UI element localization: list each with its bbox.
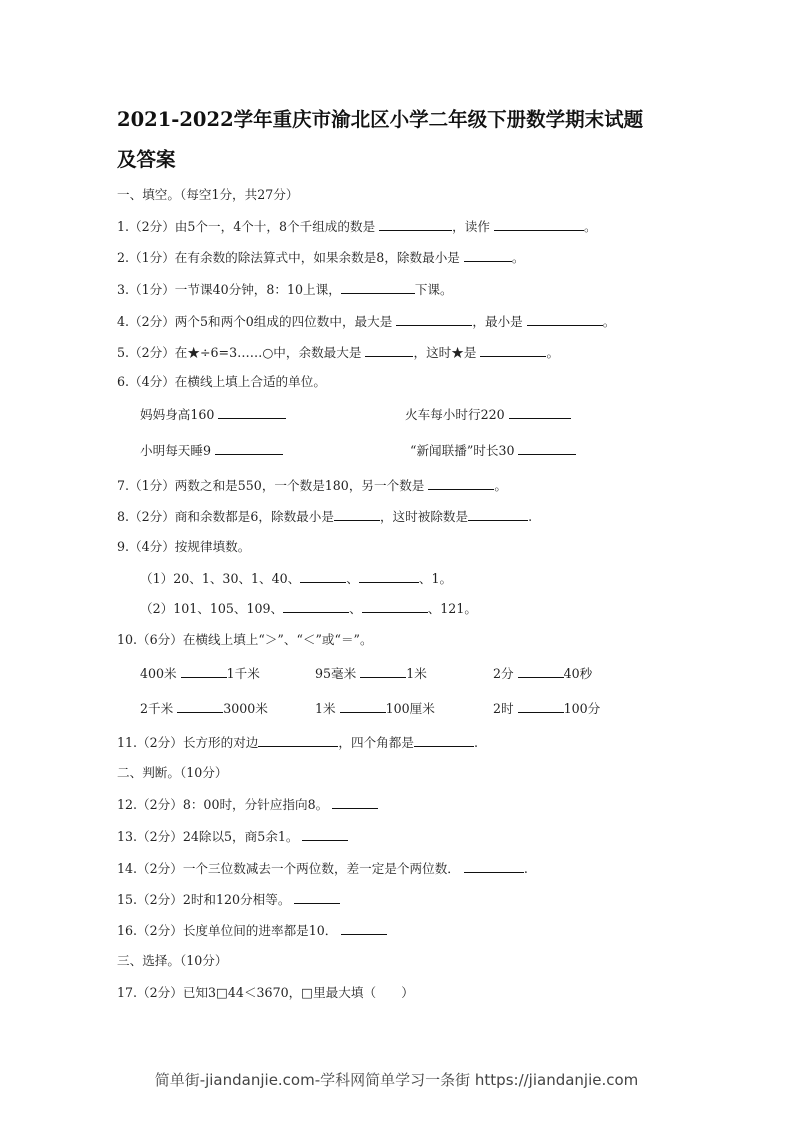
question-text: ，读作	[452, 219, 494, 234]
question-q3	[117, 280, 453, 299]
question-text: 。	[511, 250, 525, 265]
question-sec3	[117, 952, 227, 970]
question-q10a	[140, 664, 260, 683]
question-text: 40秒	[563, 666, 593, 681]
question-text: ，四个角都是	[338, 735, 414, 750]
answer-blank[interactable]	[509, 405, 571, 419]
question-text: 4.（2分）两个5和两个0组成的四位数中，最大是	[117, 314, 397, 329]
question-q11	[117, 733, 478, 752]
question-text: 100分	[563, 701, 601, 716]
question-text: 14.（2分）一个三位数减去一个两位数，差一定是个两位数．	[117, 861, 464, 876]
answer-blank[interactable]	[494, 217, 584, 231]
answer-blank[interactable]	[359, 569, 419, 583]
answer-blank[interactable]	[518, 664, 564, 678]
answer-blank[interactable]	[518, 441, 576, 455]
answer-blank[interactable]	[341, 280, 415, 294]
question-text: 17.（2分）已知3□44＜3670，□里最大填（ ）	[117, 985, 414, 1000]
question-q9a	[140, 569, 452, 588]
answer-blank[interactable]	[414, 733, 474, 747]
answer-blank[interactable]	[181, 664, 227, 678]
answer-blank[interactable]	[294, 890, 340, 904]
question-q10e	[315, 699, 435, 718]
question-text: 2时	[493, 701, 518, 716]
answer-blank[interactable]	[464, 248, 512, 262]
question-text: 、1。	[418, 571, 453, 586]
question-text: 13.（2分）24除以5，商5余1。	[117, 829, 303, 844]
question-q10	[117, 631, 373, 649]
answer-blank[interactable]	[518, 699, 564, 713]
question-text: 12.（2分）8：00时，分针应指向8。	[117, 797, 333, 812]
question-q8	[117, 507, 532, 526]
question-text: 8.（2分）商和余数都是6，除数最小是	[117, 509, 334, 524]
question-sec1	[117, 186, 298, 204]
answer-blank[interactable]	[215, 441, 283, 455]
question-q7	[117, 476, 507, 495]
question-text: 10.（6分）在横线上填上“＞”、“＜”或“＝”。	[117, 632, 373, 647]
question-text: 。	[546, 345, 560, 360]
question-text: ，最小是	[472, 314, 527, 329]
question-text: 11.（2分）长方形的对边	[117, 735, 259, 750]
question-text: 、	[346, 571, 359, 586]
question-q15	[117, 890, 340, 909]
question-q4	[117, 312, 615, 331]
question-text: .	[523, 861, 528, 876]
question-text: 三、选择。（10分）	[117, 953, 228, 968]
question-q17	[117, 984, 414, 1002]
answer-blank[interactable]	[302, 827, 348, 841]
question-text: 、	[349, 601, 362, 616]
question-text: （1）20、1、30、1、40、	[140, 571, 301, 586]
question-q6a	[140, 405, 286, 424]
question-text: 二、判断。（10分）	[117, 765, 228, 780]
answer-blank[interactable]	[468, 507, 528, 521]
question-q12	[117, 795, 378, 814]
question-text: 7.（1分）两数之和是550，一个数是180，另一个数是	[117, 478, 429, 493]
answer-blank[interactable]	[300, 569, 346, 583]
answer-blank[interactable]	[379, 217, 452, 231]
document-title-line-2: 及答案	[117, 148, 176, 171]
question-text: 。	[494, 478, 507, 493]
question-q16	[117, 921, 387, 940]
question-text: 400米	[140, 666, 181, 681]
question-text: 100厘米	[385, 701, 435, 716]
question-q13	[117, 827, 348, 846]
question-q10c	[493, 664, 592, 683]
question-q9	[117, 538, 250, 556]
question-q9b	[140, 599, 477, 618]
question-text: 2分	[493, 666, 518, 681]
answer-blank[interactable]	[362, 599, 428, 613]
question-q5	[117, 343, 559, 362]
answer-blank[interactable]	[480, 343, 546, 357]
question-text: 下课。	[414, 282, 453, 297]
question-text: 火车每小时行220	[405, 407, 509, 422]
question-q6	[117, 373, 326, 391]
answer-blank[interactable]	[334, 507, 380, 521]
question-text: 妈妈身高160	[140, 407, 219, 422]
question-text: 一、填空。（每空1分，共27分）	[117, 187, 299, 202]
question-text: 5.（2分）在★÷6=3……○中，余数最大是	[117, 345, 366, 360]
answer-blank[interactable]	[527, 312, 603, 326]
document-title-line-1: 2021-2022学年重庆市渝北区小学二年级下册数学期末试题	[117, 108, 644, 131]
question-text: （2）101、105、109、	[140, 601, 284, 616]
answer-blank[interactable]	[340, 699, 386, 713]
question-text: 3000米	[223, 701, 268, 716]
question-text: 1千米	[226, 666, 260, 681]
question-q6d	[410, 441, 576, 460]
question-text: 1.（2分）由5个一，4个十，8个千组成的数是	[117, 219, 380, 234]
question-text: ，这时★是	[413, 345, 481, 360]
question-q1	[117, 217, 597, 236]
answer-blank[interactable]	[332, 795, 378, 809]
answer-blank[interactable]	[341, 921, 387, 935]
question-text: 。	[583, 219, 597, 234]
answer-blank[interactable]	[396, 312, 472, 326]
question-q10f	[493, 699, 600, 718]
question-text: 1米	[315, 701, 340, 716]
answer-blank[interactable]	[258, 733, 338, 747]
answer-blank[interactable]	[365, 343, 413, 357]
question-q10b	[315, 664, 427, 683]
question-text: ，这时被除数是	[379, 509, 469, 524]
answer-blank[interactable]	[283, 599, 349, 613]
answer-blank[interactable]	[428, 476, 494, 490]
question-text: 15.（2分）2时和120分相等。	[117, 892, 295, 907]
question-q6b	[405, 405, 571, 424]
answer-blank[interactable]	[360, 664, 406, 678]
question-text: 、121。	[427, 601, 477, 616]
answer-blank[interactable]	[464, 859, 524, 873]
question-text: 95毫米	[315, 666, 361, 681]
question-text: 。	[602, 314, 616, 329]
question-q14	[117, 859, 528, 878]
question-text: 6.（4分）在横线上填上合适的单位。	[117, 374, 326, 389]
question-text: 3.（1分）一节课40分钟，8：10上课，	[117, 282, 341, 297]
question-q2	[117, 248, 524, 267]
question-q10d	[140, 699, 268, 718]
question-text: 1米	[406, 666, 427, 681]
footer-watermark: 简单街-jiandanjie.com-学科网简单学习一条街 https://jiandanjie.com	[154, 1071, 639, 1089]
question-text: “新闻联播”时长30	[410, 443, 519, 458]
question-text: 2.（1分）在有余数的除法算式中，如果余数是8，除数最小是	[117, 250, 464, 265]
question-text: 2千米	[140, 701, 178, 716]
question-text: 9.（4分）按规律填数。	[117, 539, 251, 554]
question-text: 小明每天睡9	[140, 443, 215, 458]
answer-blank[interactable]	[177, 699, 223, 713]
answer-blank[interactable]	[218, 405, 286, 419]
question-text: 16.（2分）长度单位间的进率都是10．	[117, 923, 342, 938]
question-sec2	[117, 764, 227, 782]
question-text: .	[473, 735, 478, 750]
question-q6c	[140, 441, 283, 460]
question-text: .	[528, 509, 533, 524]
